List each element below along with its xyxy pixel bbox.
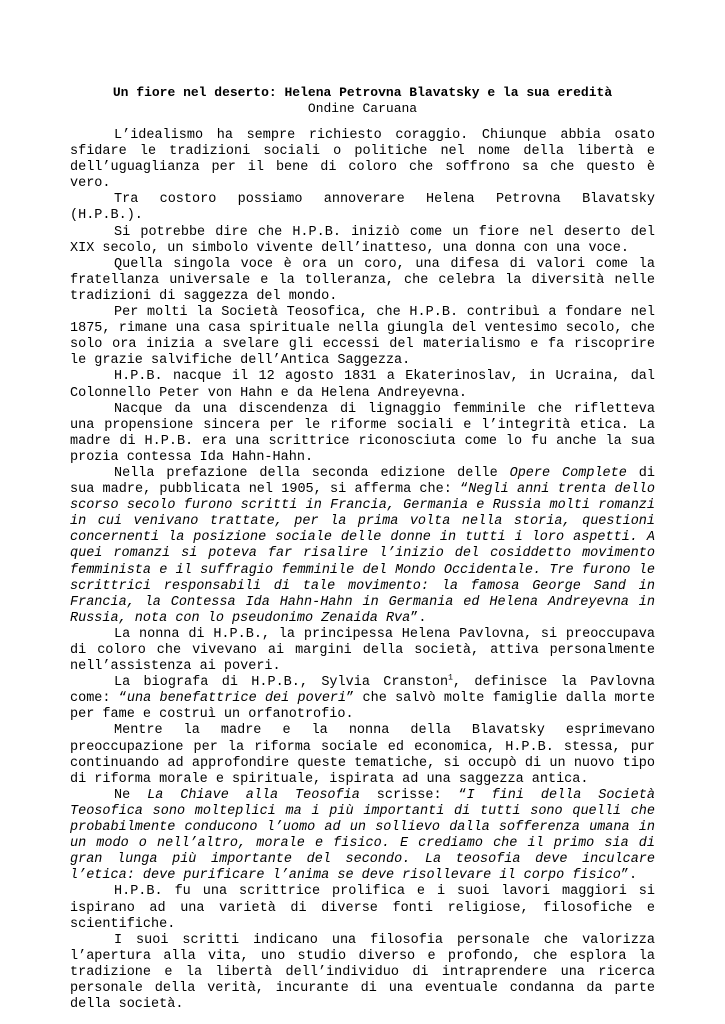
document-title: Un fiore nel deserto: Helena Petrovna Blavatsky e la sua eredità [112, 85, 613, 100]
text-span: , definisce la Pavlovna come: “ [70, 675, 655, 707]
paragraph [70, 675, 655, 723]
quotation: una benefattrice dei poveri [126, 691, 347, 707]
quotation: Negli anni trenta dello scorso secolo furono scritti in Francia, Germania e Russia molti romanzi in cui venivano trattate, per la prima volta nella storia, questioni concernenti la posizione sociale delle donne in tutti i loro aspetti. A quei romanzi si poteva far risalire l’inizio del cosiddetto movimento femminista e il suffragio femminile del Mondo Occidentale. Tre furono le scrittrici responsabili di tale movimento: la famosa George Sand in Francia, la Contessa Ida Hahn-Hahn in Germania ed Helena Andreyevna in Russia, nota con lo pseudonimo Zenaida Rva [70, 482, 655, 626]
paragraph: H.P.B. fu una scrittrice prolifica e i suoi lavori maggiori si ispirano ad una varietà di diverse fonti religiose, filosofiche e scientifiche. [70, 884, 655, 932]
paragraph: Tra costoro possiamo annoverare Helena Petrovna Blavatsky (H.P.B.). [70, 192, 655, 224]
paragraph: Si potrebbe dire che H.P.B. iniziò come un fiore nel deserto del XIX secolo, un simbolo vivente dell’inatteso, una donna con una voce. [70, 224, 655, 256]
paragraph: Nacque da una discendenza di lignaggio femminile che rifletteva una propensione sincera per le riforme sociali e l’integrità etica. La madre di H.P.B. era una scrittrice riconosciuta come lo fu anche la sua prozia contessa Ida Hahn-Hahn. [70, 401, 655, 465]
paragraph: Quella singola voce è ora un coro, una difesa di valori come la fratellanza universale e la tolleranza, che celebra la diversità nelle tradizioni di saggezza del mondo. [70, 256, 655, 304]
footnote-marker[interactable]: 1 [448, 673, 453, 683]
paragraph [70, 788, 655, 885]
paragraph: La nonna di H.P.B., la principessa Helena Pavlovna, si preoccupava di coloro che vivevano ai margini della società, attiva personalmente nell’assistenza ai poveri. [70, 626, 655, 675]
quotation: I fini della Società Teosofica sono molteplici ma i più importanti di tutti sono quelli che probabilmente conducono l’uomo ad un sollievo dalla sofferenza umana in un modo o nell’altro, morale e fisico. E crediamo che il primo sia di gran lunga più importante del secondo. La teosofia deve inculcare l’etica: deve purificare l’anima se deve risollevare il corpo fisico [70, 787, 655, 884]
text-span: La biografa di H.P.B., Sylvia Cranston [114, 675, 449, 691]
paragraph: Mentre la madre e la nonna della Blavatsky esprimevano preoccupazione per la riforma sociale ed economica, H.P.B. stessa, pur continuando ad approfondire queste tematiche, si occupò di un nuovo tipo di riforma morale e spirituale, ispirata ad una saggezza antica. [70, 723, 655, 787]
text-span: Ne [114, 787, 148, 803]
paragraph: L’idealismo ha sempre richiesto coraggio. Chiunque abbia osato sfidare le tradizioni sociali o politiche nel nome della libertà e dell’uguaglianza per il bene di coloro che soffrono sa che questo è vero. [70, 128, 655, 192]
text-span: ”. [620, 868, 638, 884]
book-title: La Chiave alla Teosofia [147, 787, 360, 803]
document-body [70, 128, 655, 1013]
document-author: Ondine Caruana [307, 101, 418, 116]
text-span: ”. [410, 610, 427, 626]
paragraph: Per molti la Società Teosofica, che H.P.B. contribuì a fondare nel 1875, rimane una casa spirituale nella giungla del ventesimo secolo, che solo ora inizia a svelare gli eccessi del materialismo e fa riscoprire le grazie salvifiche dell’Antica Saggezza. [70, 305, 655, 369]
text-span: Nella prefazione della seconda edizione delle [114, 465, 510, 481]
paragraph [70, 466, 655, 627]
text-span: di sua madre, pubblicata nel 1905, si afferma che: “ [70, 465, 655, 498]
text-span: scrisse: “ [359, 787, 467, 803]
text-span: ” che salvò molte famiglie dalla morte per fame e costruì un orfanotrofio. [70, 691, 655, 723]
paragraph: H.P.B. nacque il 12 agosto 1831 a Ekaterinoslav, in Ucraina, dal Colonnello Peter von Hahn e da Helena Andreyevna. [70, 369, 655, 401]
book-title: Opere Complete [509, 465, 627, 481]
paragraph: I suoi scritti indicano una filosofia personale che valorizza l’apertura alla vita, uno studio diverso e profondo, che esplora la tradizione e la libertà dell’individuo di intraprendere una ricerca personale della verità, incurante di una eventuale condanna da parte della società. [70, 932, 655, 1013]
